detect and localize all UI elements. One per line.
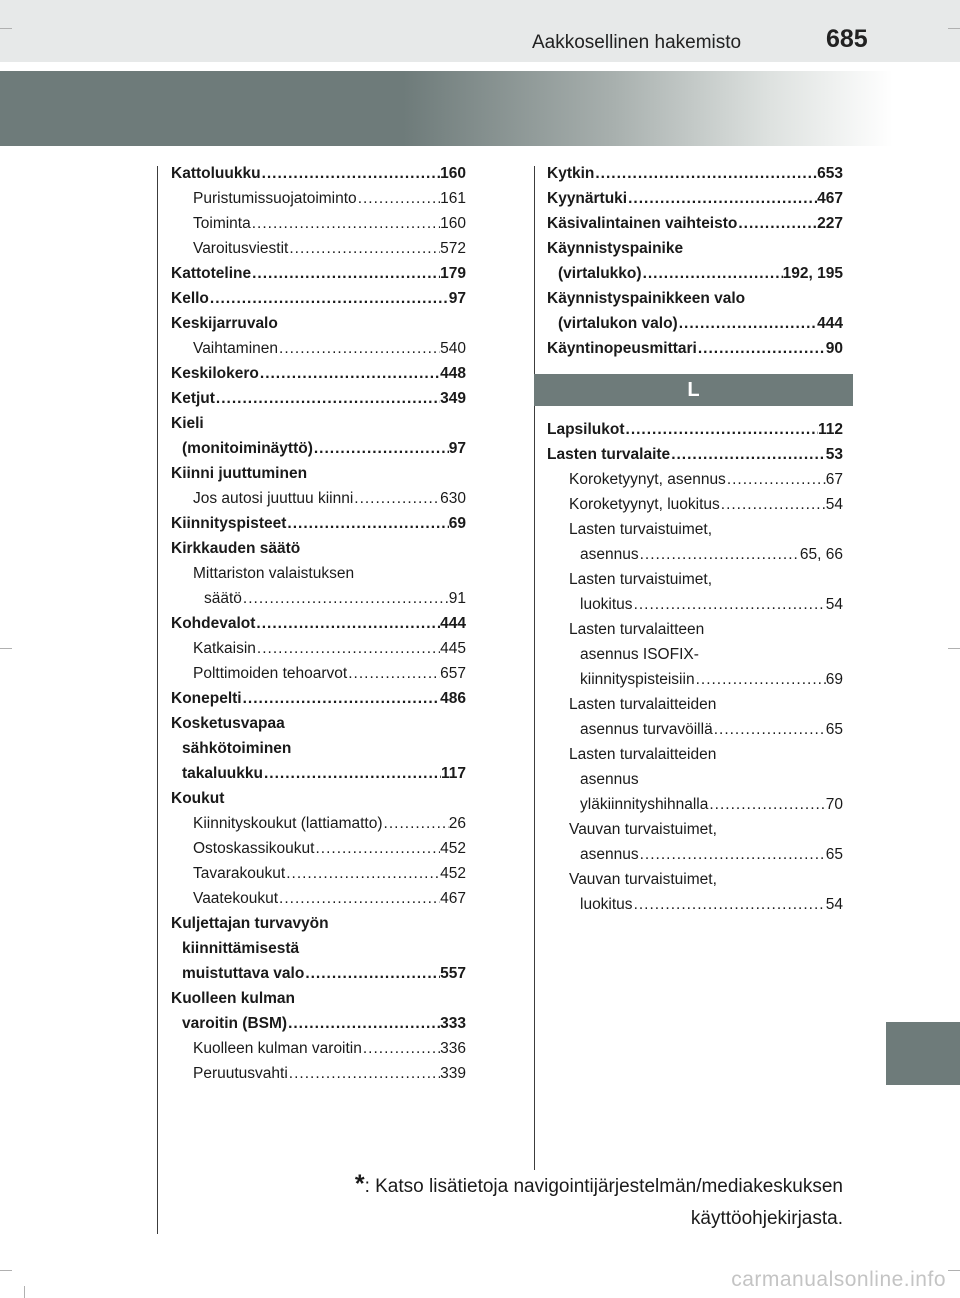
- index-entry: [171, 886, 466, 911]
- index-entry: [547, 667, 843, 692]
- dot-leader: [263, 761, 441, 786]
- index-entry: [171, 336, 466, 361]
- dot-leader: [347, 661, 440, 686]
- footnote-line-2: käyttöohjekirjasta.: [690, 1208, 843, 1229]
- column-rule-middle: [534, 166, 535, 1170]
- entry-label: varoitin (BSM): [182, 1015, 288, 1032]
- index-entry: [171, 986, 466, 1011]
- index-entry: [547, 617, 843, 642]
- entry-page: 161: [440, 190, 466, 207]
- crop-mark: [0, 1270, 12, 1271]
- entry-page: 97: [448, 290, 466, 307]
- footnote-star: *: [354, 1170, 365, 1198]
- index-column-right: [547, 161, 843, 917]
- entry-label: asennus: [580, 546, 639, 563]
- entry-label: Tavarakoukut: [193, 865, 286, 882]
- entry-label: Kiinnityskoukut (lattiamatto): [193, 815, 383, 832]
- entry-list-right-top: [547, 161, 843, 361]
- dot-leader: [737, 211, 817, 236]
- dot-leader: [633, 892, 826, 917]
- index-entry: [171, 261, 466, 286]
- entry-page: 339: [440, 1065, 466, 1082]
- dot-leader: [251, 211, 440, 236]
- index-entry: [171, 686, 466, 711]
- entry-label: Mittariston valaistuksen: [193, 565, 355, 582]
- entry-label: Koroketyynyt, asennus: [569, 471, 726, 488]
- index-entry: [547, 161, 843, 186]
- dot-leader: [261, 161, 441, 186]
- index-entry: [171, 486, 466, 511]
- entry-label: yläkiinnityshihnalla: [580, 796, 709, 813]
- dot-leader: [633, 592, 826, 617]
- index-entry: [547, 336, 843, 361]
- dot-leader: [713, 717, 826, 742]
- index-entry: [171, 386, 466, 411]
- index-entry: [171, 161, 466, 186]
- entry-page: 160: [440, 165, 466, 182]
- entry-page: 97: [448, 440, 466, 457]
- crop-mark: [0, 28, 12, 29]
- index-entry: [547, 842, 843, 867]
- entry-label: Kyynärtuki: [547, 190, 628, 207]
- crop-mark: [948, 1270, 960, 1271]
- entry-label: Kuolleen kulman: [171, 990, 296, 1007]
- dot-leader: [288, 1061, 440, 1086]
- thumb-index-tab: [886, 1022, 960, 1085]
- entry-label: asennus: [580, 771, 639, 788]
- entry-label: (monitoiminäyttö): [182, 440, 313, 457]
- entry-page: 540: [440, 340, 466, 357]
- entry-page: 192, 195: [782, 265, 843, 282]
- index-entry: [547, 592, 843, 617]
- entry-label: Varoitusviestit: [193, 240, 289, 257]
- index-entry: [547, 442, 843, 467]
- entry-page: 65: [825, 846, 843, 863]
- dot-leader: [259, 361, 440, 386]
- entry-label: Kieli: [171, 415, 204, 432]
- index-entry: [171, 936, 466, 961]
- entry-page: 467: [440, 890, 466, 907]
- entry-page: 69: [448, 515, 466, 532]
- entry-label: Koroketyynyt, luokitus: [569, 496, 720, 513]
- entry-label: Käynnistyspainikkeen valo: [547, 290, 746, 307]
- footnote-line-1: [355, 1168, 843, 1203]
- index-entry: [547, 417, 843, 442]
- entry-label: Vauvan turvaistuimet,: [569, 821, 717, 838]
- entry-label: Käyntinopeusmittari: [547, 340, 697, 357]
- entry-label: Kattoluukku: [171, 165, 261, 182]
- entry-page: 54: [825, 596, 843, 613]
- dot-leader: [304, 961, 440, 986]
- entry-label: Kiinni juuttuminen: [171, 465, 308, 482]
- dot-leader: [695, 667, 826, 692]
- index-entry: [547, 542, 843, 567]
- entry-label: Kello: [171, 290, 209, 307]
- entry-label: kiinnittämisestä: [182, 940, 300, 957]
- index-entry: [547, 186, 843, 211]
- dot-leader: [288, 236, 440, 261]
- index-entry: [171, 911, 466, 936]
- entry-page: 452: [440, 865, 466, 882]
- entry-label: Katkaisin: [193, 640, 256, 657]
- entry-label: Vaatekoukut: [193, 890, 279, 907]
- entry-label: Puristumissuojatoiminto: [193, 190, 357, 207]
- entry-label: Keskilokero: [171, 365, 259, 382]
- dot-leader: [313, 436, 449, 461]
- entry-label: sähkötoiminen: [182, 740, 292, 757]
- entry-page: 336: [440, 1040, 466, 1057]
- index-entry: [171, 636, 466, 661]
- entry-page: 91: [448, 590, 466, 607]
- entry-label: Peruutusvahti: [193, 1065, 288, 1082]
- index-entry: [171, 761, 466, 786]
- entry-page: 227: [817, 215, 843, 232]
- index-entry: [547, 892, 843, 917]
- index-entry: [547, 261, 843, 286]
- dot-leader: [256, 636, 440, 661]
- entry-label: takaluukku: [182, 765, 263, 782]
- index-entry: [171, 536, 466, 561]
- entry-label: säätö: [204, 590, 242, 607]
- index-entry: [171, 286, 466, 311]
- dot-leader: [678, 311, 817, 336]
- index-entry: [171, 661, 466, 686]
- index-entry: [547, 567, 843, 592]
- index-entry: [547, 286, 843, 311]
- index-entry: [547, 311, 843, 336]
- entry-page: 54: [825, 896, 843, 913]
- index-entry: [171, 586, 466, 611]
- dot-leader: [285, 861, 440, 886]
- dot-leader: [251, 261, 440, 286]
- dot-leader: [383, 811, 449, 836]
- entry-label: Lasten turvaistuimet,: [569, 521, 713, 538]
- index-entry: [171, 861, 466, 886]
- entry-page: 349: [440, 390, 466, 407]
- entry-label: muistuttava valo: [182, 965, 305, 982]
- index-entry: [171, 436, 466, 461]
- index-entry: [547, 236, 843, 261]
- index-entry: [171, 411, 466, 436]
- dot-leader: [287, 1011, 440, 1036]
- entry-label: asennus ISOFIX-: [580, 646, 699, 663]
- index-entry: [547, 867, 843, 892]
- index-entry: [547, 767, 843, 792]
- section-header-l: L: [534, 374, 853, 406]
- entry-label: Lasten turvalaitteiden: [569, 746, 717, 763]
- entry-label: luokitus: [580, 896, 633, 913]
- footnote-text-1: : Katso lisätietoja navigointijärjestelmän/mediakeskuksen: [364, 1176, 843, 1197]
- entry-page: 53: [825, 446, 843, 463]
- entry-label: Lasten turvaistuimet,: [569, 571, 713, 588]
- index-column-left: [171, 161, 466, 1086]
- index-entry: [547, 211, 843, 236]
- entry-page: 444: [440, 615, 466, 632]
- entry-page: 65, 66: [799, 546, 843, 563]
- entry-label: Kuolleen kulman varoitin: [193, 1040, 362, 1057]
- dot-leader: [625, 417, 818, 442]
- crop-mark: [948, 648, 960, 649]
- index-entry: [171, 236, 466, 261]
- index-entry: [171, 811, 466, 836]
- dot-leader: [642, 261, 783, 286]
- entry-label: Vaihtaminen: [193, 340, 279, 357]
- index-entry: [171, 186, 466, 211]
- entry-label: (virtalukon valo): [558, 315, 678, 332]
- entry-page: 572: [440, 240, 466, 257]
- entry-page: 179: [440, 265, 466, 282]
- entry-page: 90: [825, 340, 843, 357]
- entry-page: 557: [440, 965, 466, 982]
- index-entry: [171, 511, 466, 536]
- index-entry: [171, 1036, 466, 1061]
- index-entry: [171, 611, 466, 636]
- index-entry: [171, 836, 466, 861]
- index-entry: [171, 786, 466, 811]
- watermark-text: carmanualsonline.info: [731, 1268, 946, 1291]
- entry-label: Lapsilukot: [547, 421, 625, 438]
- header-band: [0, 71, 960, 146]
- dot-leader: [286, 511, 448, 536]
- header-title: Aakkosellinen hakemisto: [532, 32, 742, 53]
- entry-label: Ketjut: [171, 390, 215, 407]
- dot-leader: [314, 836, 440, 861]
- entry-page: 67: [825, 471, 843, 488]
- entry-page: 448: [440, 365, 466, 382]
- entry-list-right-bottom: [547, 417, 843, 917]
- entry-page: 486: [440, 690, 466, 707]
- dot-leader: [697, 336, 826, 361]
- entry-label: Jos autosi juuttuu kiinni: [193, 490, 354, 507]
- entry-label: (virtalukko): [558, 265, 642, 282]
- dot-leader: [708, 792, 825, 817]
- entry-page: 444: [817, 315, 843, 332]
- entry-label: Koukut: [171, 790, 225, 807]
- entry-page: 54: [825, 496, 843, 513]
- index-entry: [547, 467, 843, 492]
- dot-leader: [594, 161, 817, 186]
- entry-label: Lasten turvalaitteiden: [569, 696, 717, 713]
- entry-label: Kuljettajan turvavyön: [171, 915, 329, 932]
- entry-page: 630: [440, 490, 466, 507]
- entry-label: Kytkin: [547, 165, 595, 182]
- dot-leader: [670, 442, 826, 467]
- entry-label: asennus turvavöillä: [580, 721, 713, 738]
- index-entry: [547, 492, 843, 517]
- entry-label: Kirkkauden säätö: [171, 540, 301, 557]
- entry-page: 65: [825, 721, 843, 738]
- index-entry: [171, 211, 466, 236]
- footnote: [355, 1168, 843, 1235]
- dot-leader: [215, 386, 440, 411]
- index-entry: [547, 792, 843, 817]
- index-entry: [171, 311, 466, 336]
- index-entry: [547, 717, 843, 742]
- entry-page: 653: [817, 165, 843, 182]
- index-entry: [171, 1011, 466, 1036]
- entry-label: Lasten turvalaite: [547, 446, 671, 463]
- index-entry: [171, 1061, 466, 1086]
- crop-mark: [948, 28, 960, 29]
- header-strip: [0, 0, 960, 62]
- entry-label: Vauvan turvaistuimet,: [569, 871, 717, 888]
- dot-leader: [357, 186, 440, 211]
- index-entry: [171, 361, 466, 386]
- dot-leader: [720, 492, 826, 517]
- entry-page: 452: [440, 840, 466, 857]
- dot-leader: [278, 336, 440, 361]
- index-entry: [171, 711, 466, 736]
- entry-label: Polttimoiden tehoarvot: [193, 665, 348, 682]
- entry-page: 70: [825, 796, 843, 813]
- entry-label: Kosketusvapaa: [171, 715, 285, 732]
- index-entry: [547, 742, 843, 767]
- column-rule-left: [157, 166, 158, 1234]
- dot-leader: [639, 842, 826, 867]
- entry-label: Ostoskassikoukut: [193, 840, 315, 857]
- dot-leader: [726, 467, 826, 492]
- entry-page: 160: [440, 215, 466, 232]
- index-entry: [171, 461, 466, 486]
- index-entry: [171, 736, 466, 761]
- crop-mark: [0, 648, 12, 649]
- entry-label: Keskijarruvalo: [171, 315, 278, 332]
- entry-label: Toiminta: [193, 215, 251, 232]
- entry-page: 333: [440, 1015, 466, 1032]
- entry-label: asennus: [580, 846, 639, 863]
- index-entry: [171, 961, 466, 986]
- entry-page: 445: [440, 640, 466, 657]
- dot-leader: [255, 611, 440, 636]
- entry-page: 26: [448, 815, 466, 832]
- entry-label: Käynnistyspainike: [547, 240, 684, 257]
- entry-label: Kohdevalot: [171, 615, 256, 632]
- index-entry: [547, 817, 843, 842]
- entry-label: Lasten turvalaitteen: [569, 621, 705, 638]
- dot-leader: [242, 686, 441, 711]
- dot-leader: [362, 1036, 440, 1061]
- entry-label: Kiinnityspisteet: [171, 515, 287, 532]
- dot-leader: [627, 186, 817, 211]
- dot-leader: [278, 886, 440, 911]
- entry-label: Kattoteline: [171, 265, 252, 282]
- crop-mark: [24, 1286, 25, 1298]
- entry-list-left: [171, 161, 466, 1086]
- entry-page: 657: [440, 665, 466, 682]
- index-entry: [547, 642, 843, 667]
- entry-label: kiinnityspisteisiin: [580, 671, 695, 688]
- page-number: 685: [826, 25, 868, 53]
- index-entry: [547, 517, 843, 542]
- index-entry: [547, 692, 843, 717]
- entry-page: 467: [817, 190, 843, 207]
- entry-page: 69: [825, 671, 843, 688]
- entry-label: Konepelti: [171, 690, 242, 707]
- entry-label: luokitus: [580, 596, 633, 613]
- entry-label: Käsivalintainen vaihteisto: [547, 215, 738, 232]
- dot-leader: [209, 286, 449, 311]
- entry-page: 112: [817, 421, 843, 438]
- dot-leader: [242, 586, 449, 611]
- index-entry: [171, 561, 466, 586]
- dot-leader: [353, 486, 440, 511]
- dot-leader: [639, 542, 800, 567]
- entry-page: 117: [440, 765, 466, 782]
